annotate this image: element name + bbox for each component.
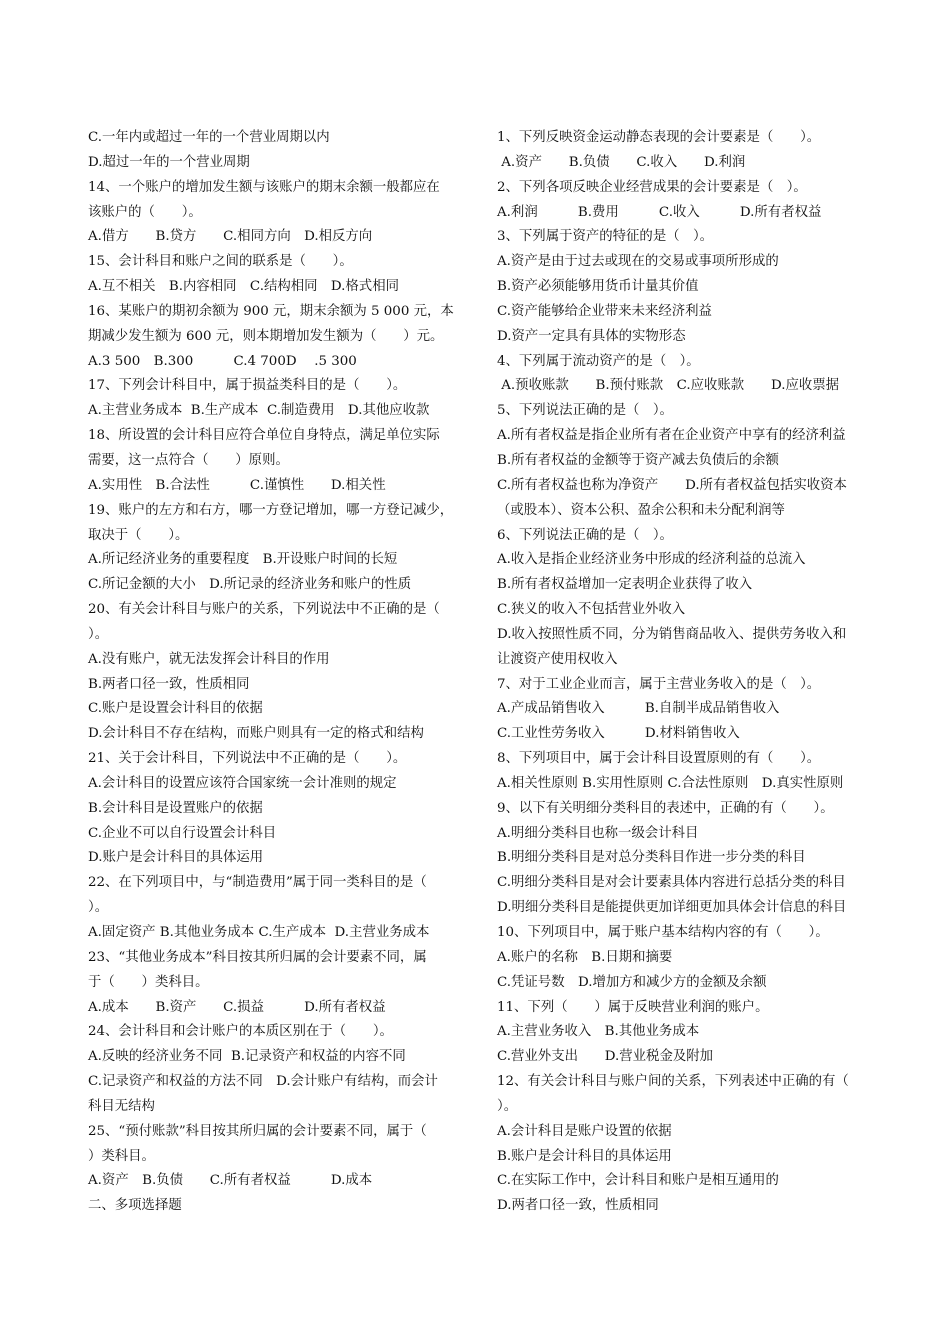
left-column-text-line: 科目无结构 (88, 1098, 155, 1114)
left-column-text-line: 18、所设置的会计科目应符合单位自身特点，满足单位实际 (88, 428, 440, 444)
right-column-text-line: C.凭证号数 D.增加方和减少方的金额及余额 (497, 974, 767, 990)
left-column-text-line: C.一年内或超过一年的一个营业周期以内 (88, 130, 330, 145)
left-column-text-line: A.所记经济业务的重要程度 B.开设账户时间的长短 (88, 552, 398, 568)
right-column-text-line: 12、有关会计科目与账户间的关系，下列表述中正确的有（ (497, 1074, 849, 1090)
right-column-text-line: B.账户是会计科目的具体运用 (497, 1148, 672, 1164)
right-column-text-line: A.所有者权益是指企业所有者在企业资产中享有的经济利益 (497, 428, 846, 444)
right-column-text-line: C.营业外支出 D.营业税金及附加 (497, 1049, 714, 1065)
left-column-text-line: C.企业不可以自行设置会计科目 (88, 825, 277, 841)
left-column-text-line: A.互不相关 B.内容相同 C.结构相同 D.格式相同 (88, 279, 399, 295)
left-column-text-line: 17、下列会计科目中，属于损益类科目的是（ ）。 (88, 378, 407, 394)
right-column-text-line: 4、下列属于流动资产的是（ ）。 (497, 353, 700, 369)
right-column-text-line: B.明细分类科目是对总分类科目作进一步分类的科目 (497, 850, 806, 866)
right-column-text-line: 5、下列说法正确的是（ ）。 (497, 403, 673, 419)
left-column-text-line: 于（ ）类科目。 (88, 974, 209, 990)
right-column-text-line: 9、以下有关明细分类科目的表述中，正确的有（ ）。 (497, 800, 834, 816)
left-column-text-line: 16、某账户的期初余额为 900 元，期末余额为 5 000 元，本 (88, 303, 454, 319)
right-column-text-line: C.在实际工作中，会计科目和账户是相互通用的 (497, 1173, 779, 1189)
right-column-text-line: D.资产一定具有具体的实物形态 (497, 328, 686, 344)
right-column-text-line: A.资产 B.负债 C.收入 D.利润 (497, 154, 746, 170)
right-column-text-line: D.两者口径一致，性质相同 (497, 1198, 659, 1214)
left-column-text-line: A.实用性 B.合法性 C.谨慎性 D.相关性 (88, 477, 386, 493)
left-column-text-line: B.会计科目是设置账户的依据 (88, 800, 263, 816)
left-column-text-line: A.资产 B.负债 C.所有者权益 D.成本 (88, 1173, 373, 1189)
left-column-text-line: C.账户是设置会计科目的依据 (88, 701, 263, 717)
left-column-text-line: 23、“其他业务成本”科目按其所归属的会计要素不同，属 (88, 949, 427, 965)
left-column-text-line: 24、会计科目和会计账户的本质区别在于（ ）。 (88, 1024, 393, 1040)
left-column-text-line: B.两者口径一致，性质相同 (88, 676, 250, 692)
left-column-text-line: 19、账户的左方和右方，哪一方登记增加，哪一方登记减少， (88, 502, 454, 518)
left-column-text-line: C.所记金额的大小 D.所记录的经济业务和账户的性质 (88, 577, 412, 593)
right-column-text-line: 11、下列（ ）属于反映营业利润的账户。 (497, 999, 769, 1015)
right-column-text-line: A.预收账款 B.预付账款 C.应收账款 D.应收票据 (497, 378, 840, 394)
left-column-text-line: 22、在下列项目中，与“制造费用”属于同一类科目的是（ (88, 875, 427, 891)
left-column-text-line: A.3 500 B.300 C.4 700D .5 300 (88, 353, 357, 369)
right-column-text-line: ）。 (497, 1098, 518, 1114)
right-column-text-line: A.相关性原则 B.实用性原则 C.合法性原则 D.真实性原则 (497, 775, 844, 791)
left-column-text-line: ）类科目。 (88, 1148, 155, 1164)
right-column-text-line: C.所有者权益也称为净资产 D.所有者权益包括实收资本 (497, 477, 847, 493)
left-column-text-line: 期减少发生额为 600 元，则本期增加发生额为（ ）元。 (88, 328, 444, 344)
left-column-text-line: D.账户是会计科目的具体运用 (88, 850, 264, 866)
right-column-text-line: A.资产是由于过去或现在的交易或事项所形成的 (497, 254, 779, 270)
right-column-text-line: B.资产必须能够用货币计量其价值 (497, 279, 699, 295)
left-column-text-line: ）。 (88, 900, 109, 916)
left-column-text-line: A.借方 B.贷方 C.相同方向 D.相反方向 (88, 229, 373, 245)
left-column-text-line: 该账户的（ ）。 (88, 204, 202, 220)
left-column-text-line: A.固定资产 B.其他业务成本 C.生产成本 D.主营业务成本 (88, 925, 430, 940)
left-column-text-line: 20、有关会计科目与账户的关系，下列说法中不正确的是（ (88, 602, 440, 618)
left-column-text-line: A.会计科目的设置应该符合国家统一会计准则的规定 (88, 775, 397, 791)
right-column-text-line: 7、对于工业企业而言，属于主营业务收入的是（ ）。 (497, 676, 821, 692)
left-column-text-line: A.没有账户，就无法发挥会计科目的作用 (88, 651, 330, 667)
right-column-text-line: A.主营业务收入 B.其他业务成本 (497, 1024, 700, 1040)
right-column-text-line: （或股本）、资本公积、盈余公积和未分配利润等 (497, 502, 785, 518)
right-column-text-line: 让渡资产使用权收入 (497, 651, 618, 667)
right-column-text-line: C.狭义的收入不包括营业外收入 (497, 602, 686, 618)
right-column-text-line: B.所有者权益的金额等于资产减去负债后的余额 (497, 452, 779, 468)
right-column-text-line: A.明细分类科目也称一级会计科目 (497, 825, 699, 841)
right-column-text-line: A.会计科目是账户设置的依据 (497, 1123, 672, 1139)
left-column-text-line: A.主营业务成本 B.生产成本 C.制造费用 D.其他应收款 (88, 403, 430, 419)
left-column-text-line: 15、会计科目和账户之间的联系是（ ）。 (88, 254, 353, 270)
left-column-text-line: 需要，这一点符合（ ）原则。 (88, 452, 289, 468)
right-column-text-line: A.账户的名称 B.日期和摘要 (497, 949, 673, 965)
left-column-text-line: 取决于（ ）。 (88, 527, 189, 543)
right-column-text-line: A.产成品销售收入 B.自制半成品销售收入 (497, 701, 780, 717)
right-column-text-line: 6、下列说法正确的是（ ）。 (497, 527, 673, 543)
right-column-text-line: C.资产能够给企业带来未来经济利益 (497, 303, 712, 319)
right-column-text-line: 10、下列项目中，属于账户基本结构内容的有（ ）。 (497, 925, 829, 940)
right-column (497, 126, 882, 1219)
left-column-text-line: 21、关于会计科目，下列说法中不正确的是（ ）。 (88, 751, 407, 767)
left-column-text-line: 14、一个账户的增加发生额与该账户的期末余额一般都应在 (88, 179, 440, 195)
right-column-text-line: A.收入是指企业经济业务中形成的经济利益的总流入 (497, 552, 806, 568)
right-column-text-line: D.收入按照性质不同，分为销售商品收入、提供劳务收入和 (497, 626, 847, 642)
left-column-text-line: 25、“预付账款”科目按其所归属的会计要素不同，属于（ (88, 1123, 427, 1139)
right-column-text-line: 1、下列反映资金运动静态表现的会计要素是（ ）。 (497, 130, 821, 145)
right-column-text-line: C.明细分类科目是对会计要素具体内容进行总括分类的科目 (497, 875, 846, 891)
right-column-text-line: 8、下列项目中，属于会计科目设置原则的有（ ）。 (497, 751, 821, 767)
right-column-text-line: 2、下列各项反映企业经营成果的会计要素是（ ）。 (497, 179, 807, 195)
left-column-text-line: D.超过一年的一个营业周期 (88, 154, 250, 170)
right-column-text-line: B.所有者权益增加一定表明企业获得了收入 (497, 577, 753, 593)
left-column-text-line: 二、多项选择题 (88, 1198, 182, 1214)
left-column-text-line: ）。 (88, 626, 109, 642)
left-column-text-line: D.会计科目不存在结构，而账户则具有一定的格式和结构 (88, 726, 424, 742)
right-column-text-line: D.明细分类科目是能提供更加详细更加具体会计信息的科目 (497, 900, 847, 916)
left-column-text-line: A.反映的经济业务不同 B.记录资产和权益的内容不同 (88, 1049, 406, 1065)
right-column-text-line: 3、下列属于资产的特征的是（ ）。 (497, 229, 714, 245)
left-column-text-line: C.记录资产和权益的方法不同 D.会计账户有结构，而会计 (88, 1074, 438, 1090)
right-column-text-line: A.利润 B.费用 C.收入 D.所有者权益 (497, 204, 822, 220)
right-column-text-line: C.工业性劳务收入 D.材料销售收入 (497, 726, 740, 742)
left-column (88, 126, 473, 1219)
left-column-text-line: A.成本 B.资产 C.损益 D.所有者权益 (88, 999, 386, 1015)
